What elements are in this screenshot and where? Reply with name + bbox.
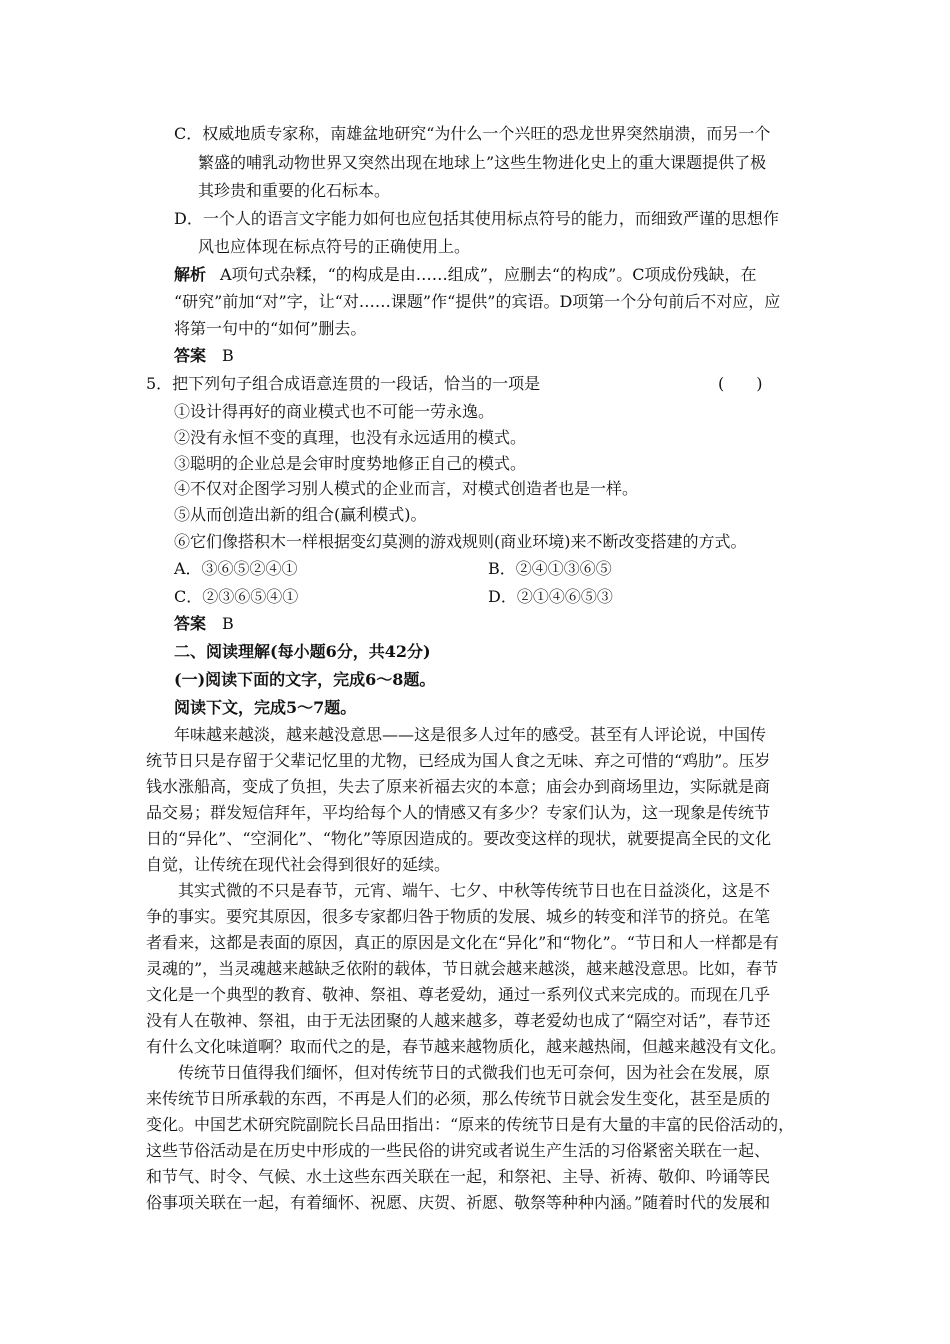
q5-sentence: ⑤从而创造出新的组合(赢利模式)。	[174, 505, 427, 524]
q5-sentence: ⑥它们像搭积木一样根据变幻莫测的游戏规则(商业环境)来不断改变搭建的方式。	[174, 532, 747, 551]
passage-line: 这些节俗活动是在历史中形成的一些民俗的讲究或者说生产生活的习俗紧密关联在一起、	[146, 1141, 771, 1160]
answer-value: B	[222, 614, 234, 633]
passage-line: 日的“异化”、“空洞化”、“物化”等原因造成的。要改变这样的现状，就要提高全民的文化	[146, 829, 772, 848]
q5-sentence: ④不仅对企图学习别人模式的企业而言，对模式创造者也是一样。	[174, 479, 639, 498]
answer-value: B	[222, 346, 234, 365]
q4-answer	[174, 346, 234, 366]
q5-stem: 5．把下列句子组合成语意连贯的一段话，恰当的一项是	[146, 374, 541, 393]
answer-label: 答案	[174, 614, 207, 633]
passage-line: 年味越来越淡，越来越没意思——这是很多人过年的感受。甚至有人评论说，中国传	[174, 725, 767, 744]
q4-option-c-line: 其珍贵和重要的化石标本。	[198, 181, 391, 200]
passage-line: 自觉，让传统在现代社会得到很好的延续。	[146, 855, 451, 874]
passage-line: 争的事实。要究其原因，很多专家都归咎于物质的发展、城乡的转变和洋节的挤兑。在笔	[146, 907, 771, 926]
passage-line: 传统节日值得我们缅怀，但对传统节日的式微我们也无可奈何，因为社会在发展，原	[178, 1063, 771, 1082]
q5-option-c: C．②③⑥⑤④①	[174, 587, 299, 606]
analysis-label: 解析	[174, 265, 207, 284]
passage-line: 文化是一个典型的教育、敬神、祭祖、尊老爱幼，通过一系列仪式来完成的。而现在几乎	[146, 985, 771, 1004]
q4-option-d-line: 风也应体现在标点符号的正确使用上。	[198, 237, 471, 256]
passage-line: 灵魂的”，当灵魂越来越缺乏依附的载体，节日就会越来越淡，越来越没意思。比如，春节	[146, 959, 779, 978]
passage-line: 有什么文化味道啊？取而代之的是，春节越来越物质化，越来越热闹，但越来越没有文化。	[146, 1037, 787, 1056]
passage-line: 变化。中国艺术研究院副院长吕品田指出：“原来的传统节日是有大量的丰富的民俗活动的，	[146, 1115, 795, 1134]
passage-line: 其实式微的不只是春节，元宵、端午、七夕、中秋等传统节日也在日益淡化，这是不	[178, 881, 771, 900]
passage-line: 俗事项关联在一起，有着缅怀、祝愿、庆贺、祈愿、敬祭等种种内涵。”随着时代的发展和	[146, 1193, 771, 1212]
passage-line: 和节气、时令、气候、水土这些东西关联在一起，和祭祀、主导、祈祷、敬仰、吟诵等民	[146, 1167, 771, 1186]
q5-sentence: ①设计得再好的商业模式也不可能一劳永逸。	[174, 402, 495, 421]
q5-sentence: ③聪明的企业总是会审时度势地修正自己的模式。	[174, 454, 527, 473]
passage-line: 统节日只是存留于父辈记忆里的尤物，已经成为国人食之无味、弃之可惜的“鸡肋”。压岁	[146, 751, 771, 770]
q5-option-b: B．②④①③⑥⑤	[488, 559, 612, 578]
passage-line: 来传统节日所承载的东西，不再是人们的必须，那么传统节日就会发生变化，甚至是质的	[146, 1089, 771, 1108]
q5-answer	[174, 614, 234, 634]
q5-answer-paren: ( )	[718, 374, 763, 393]
analysis-text: A项句式杂糅，“的构成是由……组成”，应删去“的构成”。C项成份残缺，在	[220, 265, 757, 284]
q4-analysis-line: “研究”前加“对”字，让“对……课题”作“提供”的宾语。D项第一个分句前后不对应，应	[174, 292, 781, 311]
passage-line: 者看来，这都是表面的原因，真正的原因是文化在“异化”和“物化”。“节日和人一样都是有	[146, 933, 779, 952]
q5-sentence: ②没有永恒不变的真理，也没有永远适用的模式。	[174, 428, 527, 447]
passage-line: 钱水涨船高，变成了负担，失去了原来祈福去灾的本意；庙会办到商场里边，实际就是商	[146, 777, 771, 796]
q5-option-d: D．②①④⑥⑤③	[488, 587, 613, 606]
section-instruction: 阅读下文，完成5～7题。	[174, 698, 357, 717]
passage-line: 品交易；群发短信拜年，平均给每个人的情感又有多少？专家们认为，这一现象是传统节	[146, 803, 771, 822]
answer-label: 答案	[174, 346, 207, 365]
q5-option-a: A．③⑥⑤②④①	[174, 559, 298, 578]
q4-analysis-line	[174, 265, 757, 285]
q4-option-c-line: 繁盛的哺乳动物世界又突然出现在地球上”这些生物进化史上的重大课题提供了极	[198, 153, 767, 172]
q4-analysis-line: 将第一句中的“如何”删去。	[174, 319, 367, 338]
q4-option-c-line: C．权威地质专家称，南雄盆地研究“为什么一个兴旺的恐龙世界突然崩溃，而另一个	[174, 124, 771, 143]
section-subheading: (一)阅读下面的文字，完成6～8题。	[174, 670, 436, 689]
section-heading: 二、阅读理解(每小题6分，共42分)	[174, 642, 431, 661]
passage-line: 没有人在敬神、祭祖，由于无法团聚的人越来越多，尊老爱幼也成了“隔空对话”，春节还	[146, 1011, 771, 1030]
q4-option-d-line: D．一个人的语言文字能力如何也应包括其使用标点符号的能力，而细致严谨的思想作	[174, 209, 779, 228]
